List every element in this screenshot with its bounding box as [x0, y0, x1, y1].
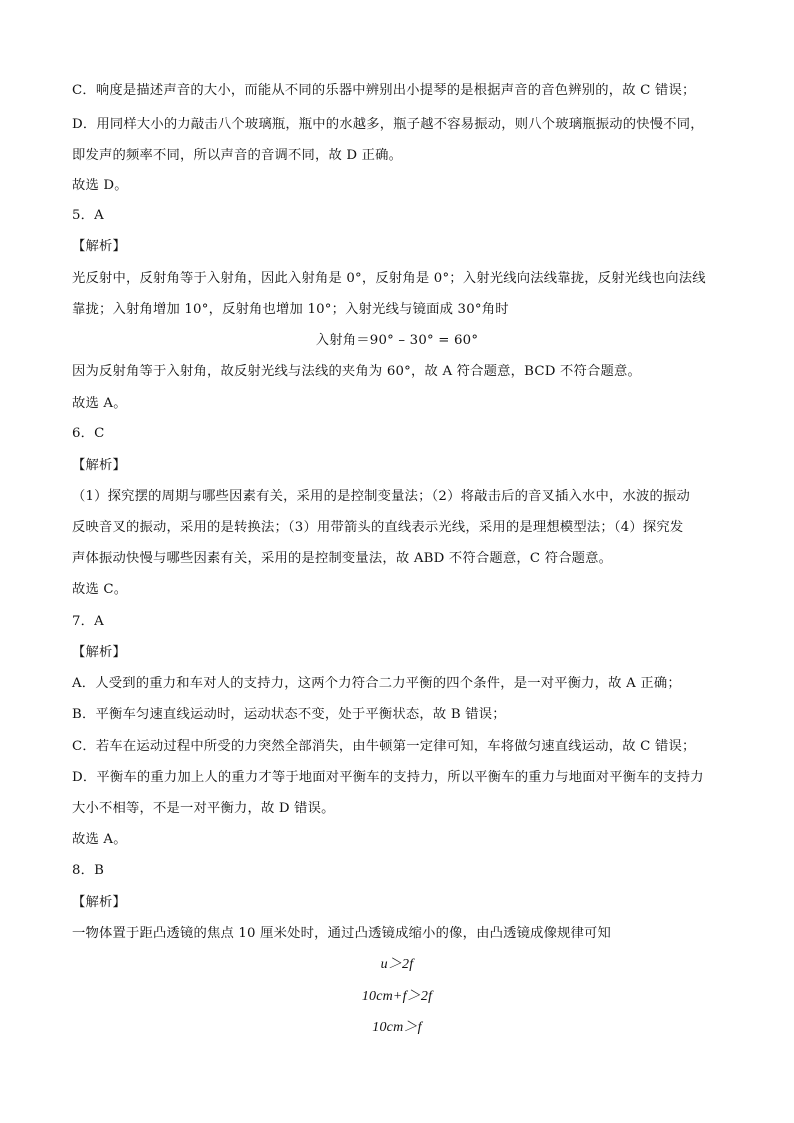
q7-option-a-explanation: A．人受到的重力和车对人的支持力，这两个力符合二力平衡的四个条件，是一对平衡力，故 A 正确； — [72, 676, 681, 691]
q5-analysis-line1: 光反射中，反射角等于入射角，因此入射角是 0°，反射角是 0°；入射光线向法线靠拢，反射光线也向法线 — [72, 271, 706, 286]
q8-formula-3: 10cm＞f — [372, 1020, 422, 1035]
q8-formula-1: u＞2f — [380, 957, 414, 972]
q7-conclusion: 故选 A。 — [72, 832, 127, 847]
q5-answer-number: 5．A — [72, 208, 104, 223]
q7-answer-number: 7．A — [72, 614, 104, 629]
q6-analysis-line3: 声体振动快慢与哪些因素有关，采用的是控制变量法，故 ABD 不符合题意，C 符合题意。 — [72, 551, 613, 566]
q4-option-d-explanation-line2: 即发声的频率不同，所以声音的音调不同，故 D 正确。 — [72, 148, 403, 163]
q4-option-c-explanation: C．响度是描述声音的大小，而能从不同的乐器中辨别出小提琴的是根据声音的音色辨别的，故 C 错误； — [72, 83, 696, 98]
q7-option-c-explanation: C．若车在运动过程中所受的力突然全部消失，由牛顿第一定律可知，车将做匀速直线运动，故 C 错误； — [72, 739, 696, 754]
q4-option-d-explanation-line1: D．用同样大小的力敲击八个玻璃瓶，瓶中的水越多，瓶子越不容易振动，则八个玻璃瓶振动的快慢不同， — [72, 117, 704, 132]
q6-analysis-line2: 反映音叉的振动，采用的是转换法；（3）用带箭头的直线表示光线，采用的是理想模型法；（4）探究发 — [72, 520, 684, 535]
q8-formula-2: 10cm+f＞2f — [361, 989, 433, 1004]
q7-option-d-explanation-line1: D．平衡车的重力加上人的重力才等于地面对平衡车的支持力，所以平衡车的重力与地面对平衡车的支持力 — [72, 770, 704, 785]
q8-answer-number: 8．B — [72, 863, 105, 878]
q7-option-d-explanation-line2: 大小不相等，不是一对平衡力，故 D 错误。 — [72, 801, 335, 816]
q5-formula: 入射角＝90° – 30° = 60° — [315, 333, 479, 348]
q6-analysis-heading: 【解析】 — [72, 458, 126, 473]
q8-analysis-line1: 一物体置于距凸透镜的焦点 10 厘米处时，通过凸透镜成缩小的像，由凸透镜成像规律可知 — [72, 926, 612, 941]
q6-conclusion: 故选 C。 — [72, 582, 128, 597]
q5-conclusion: 故选 A。 — [72, 396, 127, 411]
q5-analysis-heading: 【解析】 — [72, 239, 126, 254]
q5-analysis-line3: 因为反射角等于入射角，故反射光线与法线的夹角为 60°，故 A 符合题意，BCD 不符合题意。 — [72, 364, 642, 379]
q4-conclusion: 故选 D。 — [72, 178, 128, 193]
q6-analysis-line1: （1）探究摆的周期与哪些因素有关，采用的是控制变量法；（2）将敲击后的音叉插入水中，水波的振动 — [72, 489, 691, 504]
q7-option-b-explanation: B．平衡车匀速直线运动时，运动状态不变，处于平衡状态，故 B 错误； — [72, 707, 506, 722]
q5-analysis-line2: 靠拢；入射角增加 10°，反射角也增加 10°；入射光线与镜面成 30°角时 — [72, 302, 509, 317]
q7-analysis-heading: 【解析】 — [72, 645, 126, 660]
q6-answer-number: 6．C — [72, 426, 105, 441]
q8-analysis-heading: 【解析】 — [72, 895, 126, 910]
